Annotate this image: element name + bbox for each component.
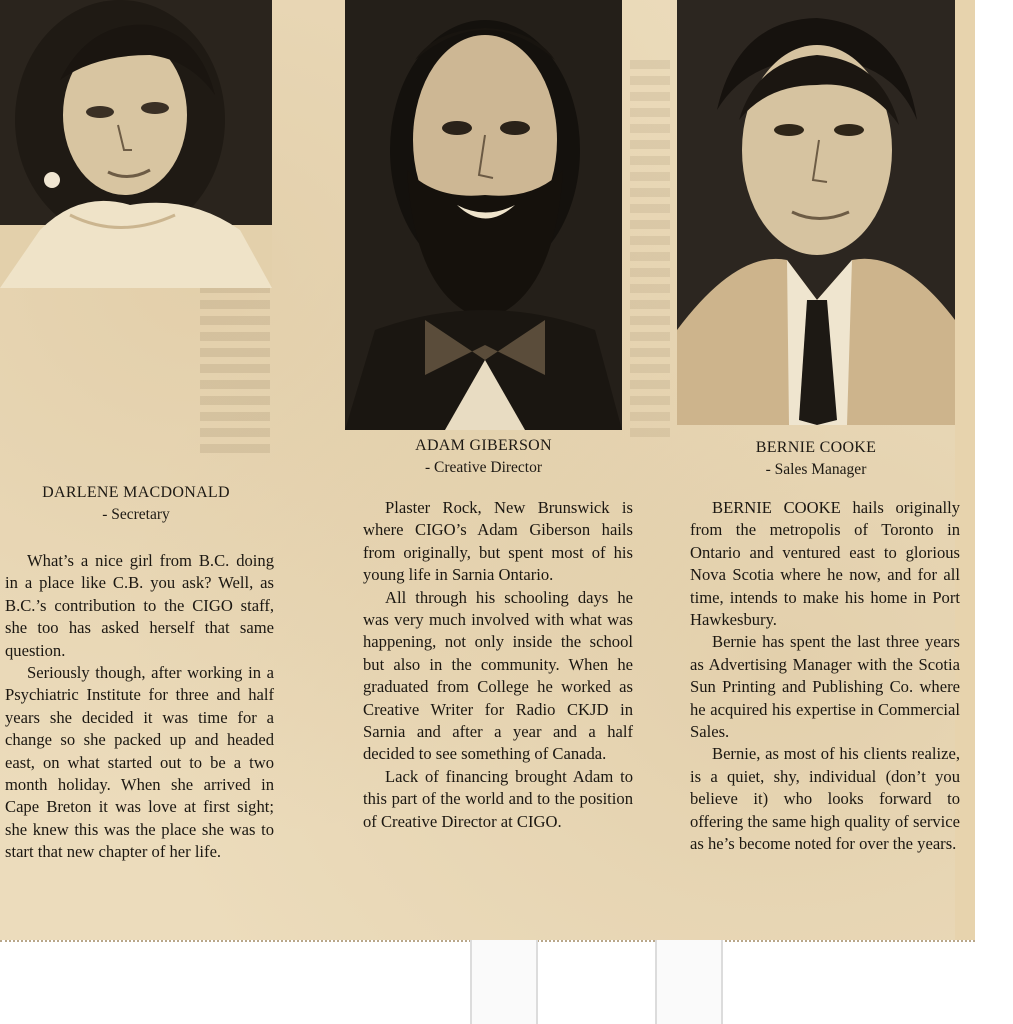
- paragraph: Bernie has spent the last three years as Advertising Manager with the Scotia Sun Printing and Publishing Co. where he acquired his expertise in Commercial Sales.: [690, 632, 960, 742]
- paragraph: Plaster Rock, New Brunswick is where CIGO’s Adam Giberson hails from originally, but spent most of his young life in Sarnia Ontario.: [363, 498, 633, 585]
- scan-tab-left: [470, 940, 538, 1024]
- name-bernie-cooke: BERNIE COOKE: [755, 439, 877, 456]
- paragraph: Lack of financing brought Adam to this part of the world and to the position of Creative Director at CIGO.: [363, 766, 633, 831]
- name-adam-giberson: ADAM GIBERSON: [415, 437, 552, 454]
- photo-bernie-cooke: [677, 0, 955, 425]
- bleed-through-texture: [630, 60, 670, 440]
- name-darlene-macdonald: DARLENE MACDONALD: [42, 484, 230, 501]
- paragraph: Bernie, as most of his clients realize, is a quiet, shy, individual (don’t you believe it) who looks forward to offering the same high quality of service as he’s become noted for over the years.: [690, 744, 960, 854]
- paragraph: Seriously though, after working in a Psychiatric Institute for three and half years she decided it was time for a change so she packed up and headed east, on what started out to be a two month holiday. When she arrived in Cape Breton it was love at first sight; she knew this was the place she was to start that new chapter of her life.: [5, 663, 274, 862]
- article-column-darlene: [5, 550, 274, 864]
- bearded-man-portrait-image: [345, 0, 622, 430]
- man-in-suit-portrait-image: [677, 0, 955, 425]
- photo-adam-giberson: [345, 0, 622, 430]
- role-creative-director: - Creative Director: [424, 459, 543, 476]
- woman-portrait-image: [0, 0, 272, 288]
- scan-tab-right: [655, 940, 723, 1024]
- paragraph: BERNIE COOKE hails originally from the metropolis of Toronto in Ontario and ventured east to glorious Nova Scotia where he now, and for all time, intends to make his home in Port Hawkesbury.: [690, 498, 960, 630]
- photo-darlene-macdonald: [0, 0, 272, 288]
- paragraph: What’s a nice girl from B.C. doing in a place like C.B. you ask? Well, as B.C.’s contribution to the CIGO staff, she too has asked herself that same question.: [5, 551, 274, 660]
- article-column-adam: [363, 497, 633, 833]
- role-secretary: - Secretary: [102, 506, 170, 523]
- paragraph: All through his schooling days he was very much involved with what was happening, not only inside the school but also in the community. When he graduated from College he worked as Creative Writer for Radio CKJD in Sarnia and after a year and a half decided to see something of Canada.: [363, 587, 633, 764]
- article-column-bernie: [690, 497, 960, 856]
- role-sales-manager: - Sales Manager: [765, 461, 867, 478]
